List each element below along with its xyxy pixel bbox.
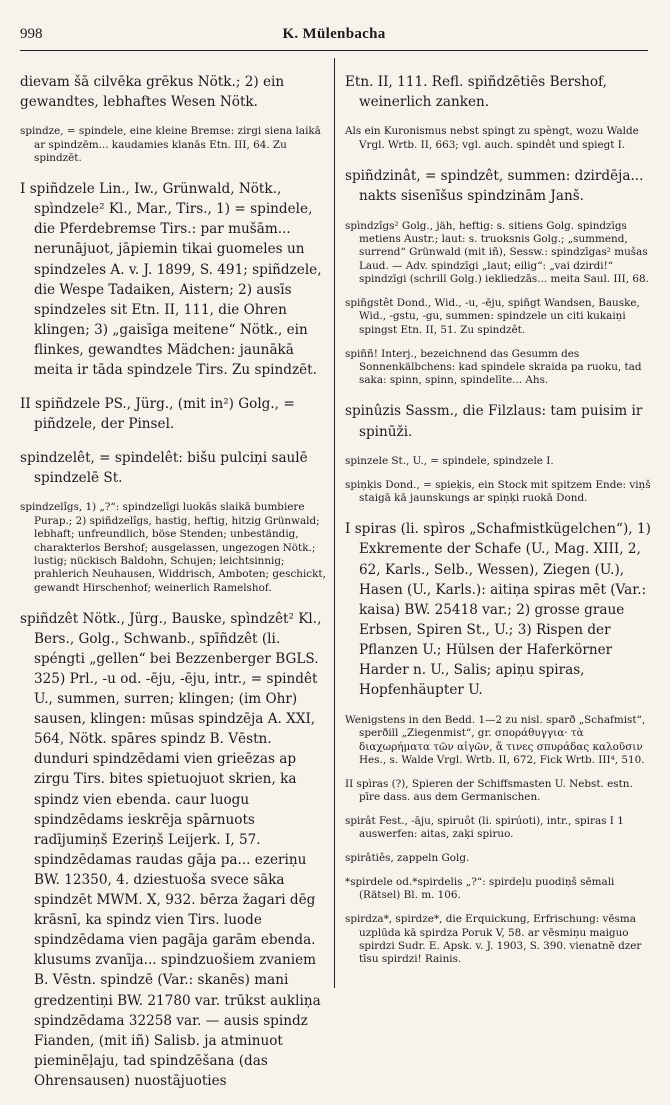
dictionary-entry: spindzelêt, = spindelêt: bišu pulciņi saulē spindzelē St. bbox=[20, 449, 308, 486]
running-head: K. Mülenbacha bbox=[282, 26, 386, 42]
dictionary-entry: Etn. II, 111. Refl. spiñdzētiēs Bershof, weinerlich zanken. bbox=[345, 73, 607, 110]
dictionary-entry: dievam šā cilvēka grēkus Nötk.; 2) ein gewandtes, lebhaftes Wesen Nötk. bbox=[20, 73, 285, 110]
header-rule bbox=[20, 50, 648, 51]
dictionary-entry: II spiñdzele PS., Jürg., (mit in²) Golg., = piñdzele, der Pinsel. bbox=[20, 395, 295, 432]
right-column bbox=[345, 58, 651, 977]
dictionary-entry: spiñgstêt Dond., Wid., -u, -ēju, spiñgt Wandsen, Bauske, Wid., -gstu, -gu, summen: spindzele un citi kukaiņi spingst Etn. II, 51. Zu spindzêt. bbox=[345, 296, 640, 336]
dictionary-entry: Als ein Kuronismus nebst spingt zu spèngt, wozu Walde Vrgl. Wrtb. II, 663; vgl. auch. spindêt und spiegt I. bbox=[345, 125, 639, 151]
dictionary-entry: spirât Fest., -āju, spiruôt (li. spirúoti), intr., spiras I 1 auswerfen: aitas, zaķi spiruo. bbox=[345, 815, 624, 841]
page-number: 998 bbox=[20, 26, 43, 42]
dictionary-entry: spindze, = spindele, eine kleine Bremse: zirgi siena laikā ar spindzēm... kaudamies klanās Etn. III, 64. Zu spindzēt. bbox=[20, 125, 321, 165]
dictionary-entry: spinûzis Sassm., die Filzlaus: tam puisim ir spinūži. bbox=[345, 403, 643, 440]
dictionary-entry: spiñdzêt Nötk., Jürg., Bauske, spìndzêt² Kl., Bers., Golg., Schwanb., spīñdzêt (li. spéngti „gellen“ bei Bezzenberger BGLS. 325) Prl., -u od. -ēju, -ēju, intr., = spindêt U., summen, surren; klingen; (im Ohr) sausen, klingen: mūsas spindzēja A. XXI, 564, Nötk. spāres spindz B. Vēstn. dunduri spindzēdami vien grieēzas ap zirgu Tirs. bites spietuojuot skrien, ka spindz vien ebenda. caur luogu spindzēdams ieskrēja spārnuots radījumiņš Ezeriņš Leijerk. I, 57. spindzēdamas raudas gāja pa... ezeriņu BW. 12350, 4. dziestuoša svece sāka spindzēt MWM. X, 932. bērza žagari dēg krāsnī, ka spindz vien Tirs. luode spindzēdama vien pagāja garām ebenda. klusums zvanīja... spindzuošiem zvaniem B. Vēstn. spindzē (Var.: skanēs) mani gredzentiņi BW. 21780 var. trūkst aukliņa spindzēdama 32258 var. — ausis spindz Fianden, (mit iñ) Salisb. ja atminuot pieminēļaju, tad spindzēšana (das Ohrensausen) nuostājuoties bbox=[20, 610, 322, 1089]
dictionary-entry: spiñdzinât, = spindzêt, summen: dzirdēja... nakts sisenīšus spindzinām Janš. bbox=[345, 167, 644, 204]
dictionary-entry: I spiras (li. spìros „Schafmistkügelchen“), 1) Exkremente der Schafe (U., Mag. XIII, 2, 62, Karls., Selb., Wessen), Ziegen (U.), Hasen (U., Karls.): aitiņa spiras mēt (Var.: kaisa) BW. 25418 var.; 2) grosse graue Erbsen, Spiren St., U.; 3) Rispen der Pflanzen U.; Hülsen der Haferkörner Harder n. U., Salis; apiņu spiras, Hopfenhäupter U. bbox=[345, 521, 651, 699]
dictionary-entry: spiņķis Dond., = spieķis, ein Stock mit spitzem Ende: viņš staigā kā jaunskungs ar spiņķi ruokā Dond. bbox=[345, 478, 651, 505]
dictionary-entry: spindzelîgs, 1) „?“: spindzelīgi luokās slaikā bumbiere Purap.; 2) spiñdzelîgs, hastig, heftig, hitzig Grünwald; lebhaft; unfreundlich, böse Stenden; unbeständig, charakterlos Bershof; ausgelassen, ungezogen Nötk.; lustig; nückisch Baldohn, Schujen; leichtsinnig; prahlerich Neuhausen, Widdrisch, Amboten; geschickt, gewandt Hirschenhof; weinerlich Ramelshof. bbox=[20, 501, 326, 594]
dictionary-entry: I spiñdzele Lin., Iw., Grünwald, Nötk., spìndzele² Kl., Mar., Tirs., 1) = spindele, die Pferdebremse Tirs.: par mušām... nerunājuot, jāpiemin tikai guomeles un spindzeles A. v. J. 1899, S. 491; spiñdzele, die Wespe Tadaiken, Aistern; 2) ausīs spindzeles sit Etn. II, 111, die Ohren klingen; 3) „gaisīga meitene“ Nötk., ein flinkes, gewandtes Mädchen: jaunākā meita ir tāda spindzele Tirs. Zu spindzēt. bbox=[20, 181, 322, 379]
dictionary-entry: II spìras (?), Spieren der Schiffsmasten U. Nebst. estn. pīre dass. aus dem Germanischen. bbox=[345, 777, 633, 804]
dictionary-entry: spinzele St., U., = spindele, spindzele I. bbox=[345, 455, 554, 468]
dictionary-entry: spiññ! Interj., bezeichnend das Gesumm des Sonnenkälbchens: kad spindele skraida pa ruoku, tad saka: spinn, spinn, spindelīte... Ahs. bbox=[345, 347, 642, 387]
dictionary-entry: spirâtiês, zappeln Golg. bbox=[345, 852, 470, 865]
page-header bbox=[20, 26, 648, 48]
left-column bbox=[20, 58, 327, 1105]
dictionary-entry: Wenigstens in den Bedd. 1—2 zu nisl. sparð „Schafmist“, sperðill „Ziegenmist“, gr. σποράθυγγια· τὰ διαχωρήματα τῶν αἰγῶν, ἅ τινες σπυράδας καλοῦσιν Hes., s. Walde Vrgl. Wrtb. II, 672, Fick Wrtb. III⁴, 510. bbox=[345, 713, 646, 767]
dictionary-entry: spìndzîgs² Golg., jäh, heftig: s. sitiens Golg. spindzīgs metiens Austr.; laut: s. truoksnis Golg.; „summend, surrend“ Grünwald (mit iñ), Sessw.: spindzīgas² mušas Laud. — Adv. spindzīgi „laut; eilig“: „vai dzirdi!“ spindzīgi (schrill Golg.) iekliedzās... meita Saul. III, 68. bbox=[345, 219, 649, 286]
dictionary-entry: spirdza*, spirdze*, die Erquickung, Erfrischung: vēsma uzplūda kā spirdza Poruk V, 58. ar vēsmiņu maiguo spirdzi Sudr. E. Apsk. v. J. 1903, S. 390. vienatnē dzer tīsu spirdzi! Rainis. bbox=[345, 913, 642, 966]
column-divider bbox=[334, 58, 335, 988]
dictionary-entry: *spirdele od.*spirdelis „?“: spirdeļu puodiņš sēmali (Rätsel) Bl. m. 106. bbox=[345, 876, 615, 902]
